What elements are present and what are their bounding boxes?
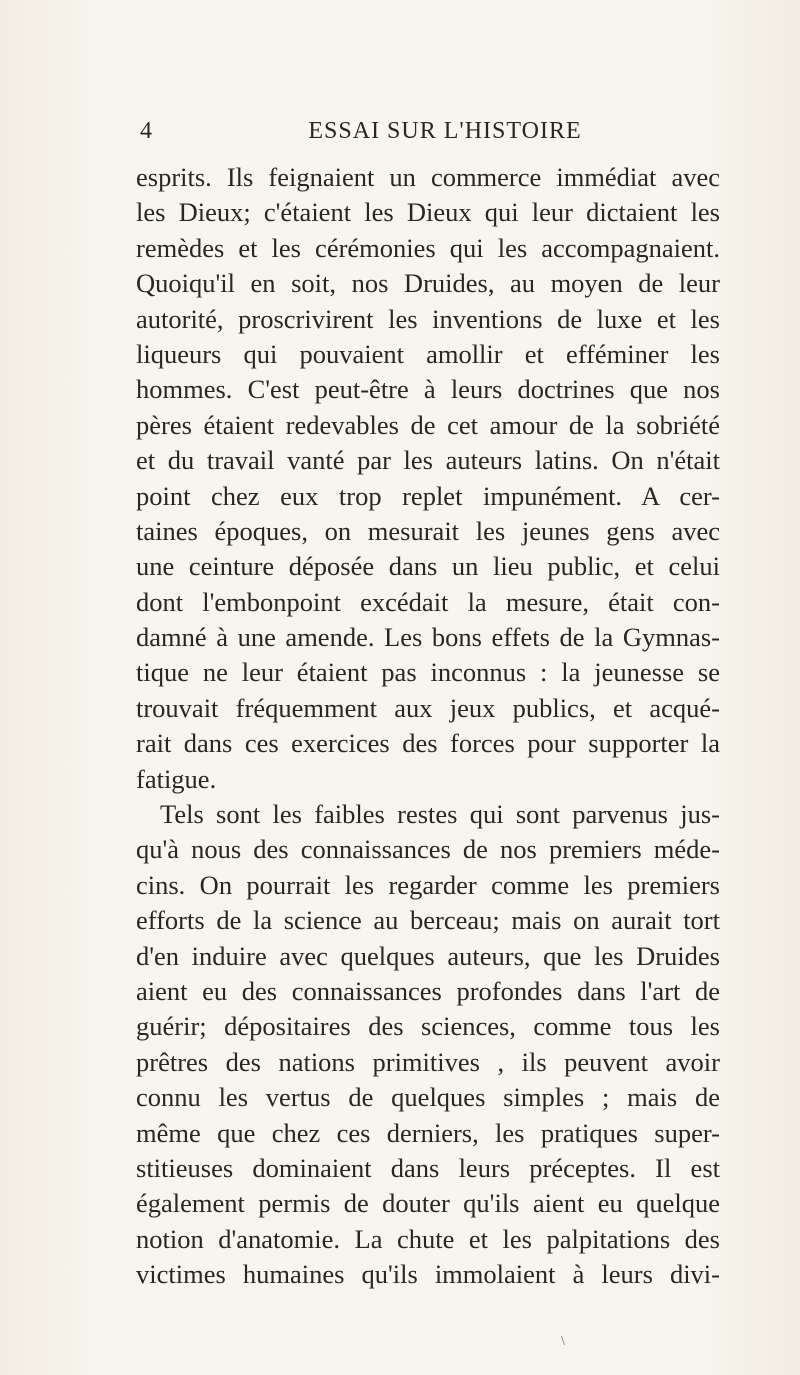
text-line: rait dans ces exercices des forces pour supporter la	[136, 728, 720, 759]
text-line: damné à une amende. Les bons effets de la Gymnas-	[136, 622, 720, 653]
text-line: pères étaient redevables de cet amour de la sobriété	[136, 409, 720, 440]
body-text	[136, 160, 720, 1293]
text-line: et du travail vanté par les auteurs latins. On n'était	[136, 445, 720, 476]
text-line: victimes humaines qu'ils immolaient à leurs divi-	[136, 1259, 720, 1290]
text-line: Quoiqu'il en soit, nos Druides, au moyen de leur	[136, 268, 720, 299]
text-line: qu'à nous des connaissances de nos premiers méde-	[136, 834, 720, 865]
text-line: aient eu des connaissances profondes dans l'art de	[136, 975, 720, 1006]
text-line: cins. On pourrait les regarder comme les premiers	[136, 869, 720, 900]
running-head: ESSAI SUR L'HISTOIRE	[308, 118, 582, 144]
text-line-paragraph-end: fatigue.	[136, 763, 217, 794]
text-line: esprits. Ils feignaient un commerce immédiat avec	[136, 162, 720, 192]
text-line: efforts de la science au berceau; mais on aurait tort	[136, 905, 720, 936]
text-line: prêtres des nations primitives , ils peuvent avoir	[136, 1046, 720, 1077]
text-line: taines époques, on mesurait les jeunes gens avec	[136, 515, 720, 546]
text-line: hommes. C'est peut-être à leurs doctrines que nos	[136, 374, 720, 405]
text-line: tique ne leur étaient pas inconnus : la jeunesse se	[136, 657, 720, 688]
text-line-paragraph-start: Tels sont les faibles restes qui sont parvenus jus-	[160, 799, 720, 830]
text-line: stitieuses dominaient dans leurs préceptes. Il est	[136, 1152, 720, 1183]
page-header	[140, 118, 720, 154]
text-line: d'en induire avec quelques auteurs, que les Druides	[136, 940, 720, 971]
text-line: une ceinture déposée dans un lieu public, et celui	[136, 551, 720, 582]
footer-mark: \	[561, 1334, 565, 1349]
text-line: autorité, proscrivirent les inventions de luxe et les	[136, 303, 720, 334]
text-line: même que chez ces derniers, les pratiques super-	[136, 1117, 720, 1148]
text-line: guérir; dépositaires des sciences, comme tous les	[136, 1011, 720, 1042]
page-number: 4	[140, 118, 153, 144]
text-line: remèdes et les cérémonies qui les accompagnaient.	[136, 232, 720, 263]
text-line: liqueurs qui pouvaient amollir et efféminer les	[136, 338, 720, 369]
text-line: dont l'embonpoint excédait la mesure, était con-	[136, 586, 720, 617]
text-line: connu les vertus de quelques simples ; mais de	[136, 1082, 720, 1113]
text-line: également permis de douter qu'ils aient eu quelque	[136, 1188, 720, 1219]
text-line: notion d'anatomie. La chute et les palpitations des	[136, 1223, 720, 1254]
text-line: les Dieux; c'étaient les Dieux qui leur dictaient les	[136, 197, 720, 228]
text-line: trouvait fréquemment aux jeux publics, et acqué-	[136, 692, 720, 723]
text-line: point chez eux trop replet impunément. A cer-	[136, 480, 720, 511]
